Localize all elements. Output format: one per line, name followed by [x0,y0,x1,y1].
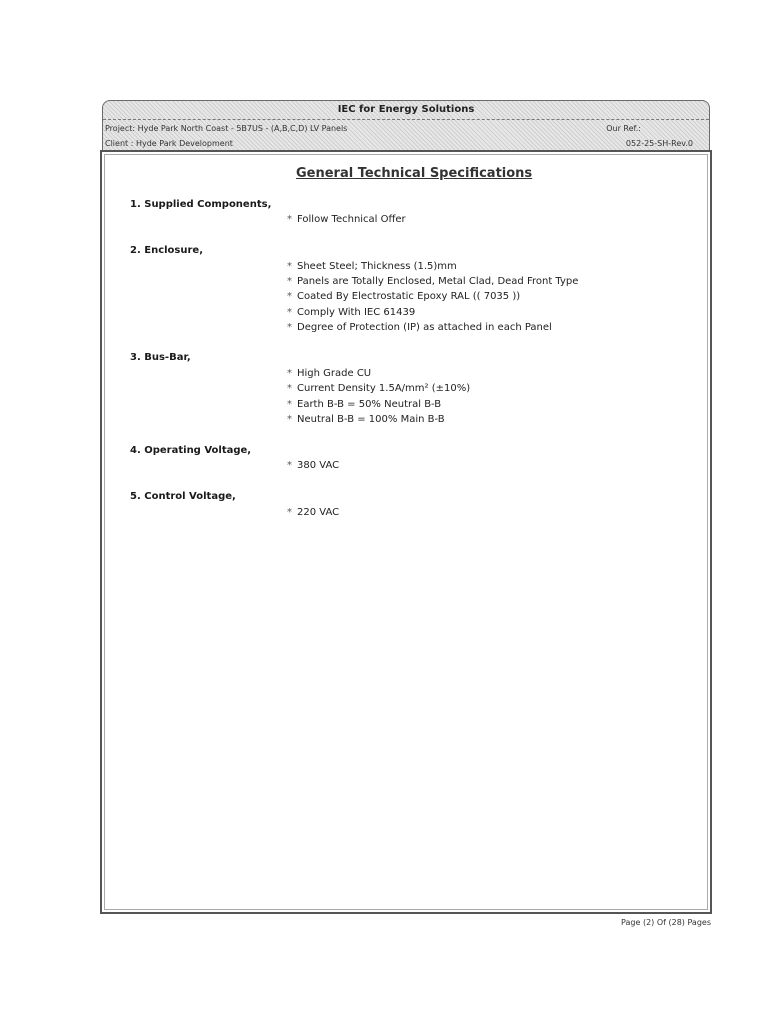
bullet: * [287,399,292,410]
spec-item: * Degree of Protection (IP) as attached in each Panel [287,322,552,333]
spec-item: * Comply With IEC 61439 [287,307,416,318]
bullet: * [287,214,292,225]
bullet: * [287,383,292,394]
section-heading: 2. Enclosure, [130,245,203,256]
document-title: General Technical Specifications [296,166,533,181]
bullet: * [287,276,292,287]
client-label: Client : Hyde Park Development [105,139,233,148]
section-heading: 5. Control Voltage, [130,491,236,502]
header-divider [103,119,709,120]
bullet: * [287,291,292,302]
bullet: * [287,414,292,425]
our-ref-label: Our Ref.: [606,124,641,133]
spec-item: * 380 VAC [287,460,340,471]
bullet: * [287,460,292,471]
section-heading: 1. Supplied Components, [130,199,272,210]
bullet: * [287,307,292,318]
spec-item: * High Grade CU [287,368,372,379]
bullet: * [287,368,292,379]
document-header [102,100,710,152]
spec-item: * Coated By Electrostatic Epoxy RAL (( 7035 )) [287,291,521,302]
spec-item: * 220 VAC [287,507,340,518]
spec-item: * Neutral B-B = 100% Main B-B [287,414,445,425]
spec-item: * Panels are Totally Enclosed, Metal Clad, Dead Front Type [287,276,579,287]
spec-item: * Sheet Steel; Thickness (1.5)mm [287,261,457,272]
ref-number: 052-25-SH-Rev.0 [625,139,693,148]
section-heading: 4. Operating Voltage, [130,445,252,456]
spec-item: * Follow Technical Offer [287,214,406,225]
bullet: * [287,507,292,518]
page-number: Page (2) Of (28) Pages [621,918,711,927]
spec-item: * Earth B-B = 50% Neutral B-B [287,399,442,410]
project-label: Project: Hyde Park North Coast - 5B7US - (A,B,C,D) LV Panels [105,124,348,133]
section-heading: 3. Bus-Bar, [130,352,191,363]
bullet: * [287,261,292,272]
spec-item: * Current Density 1.5A/mm² (±10%) [287,383,471,394]
bullet: * [287,322,292,333]
company-title: IEC for Energy Solutions [337,104,475,115]
